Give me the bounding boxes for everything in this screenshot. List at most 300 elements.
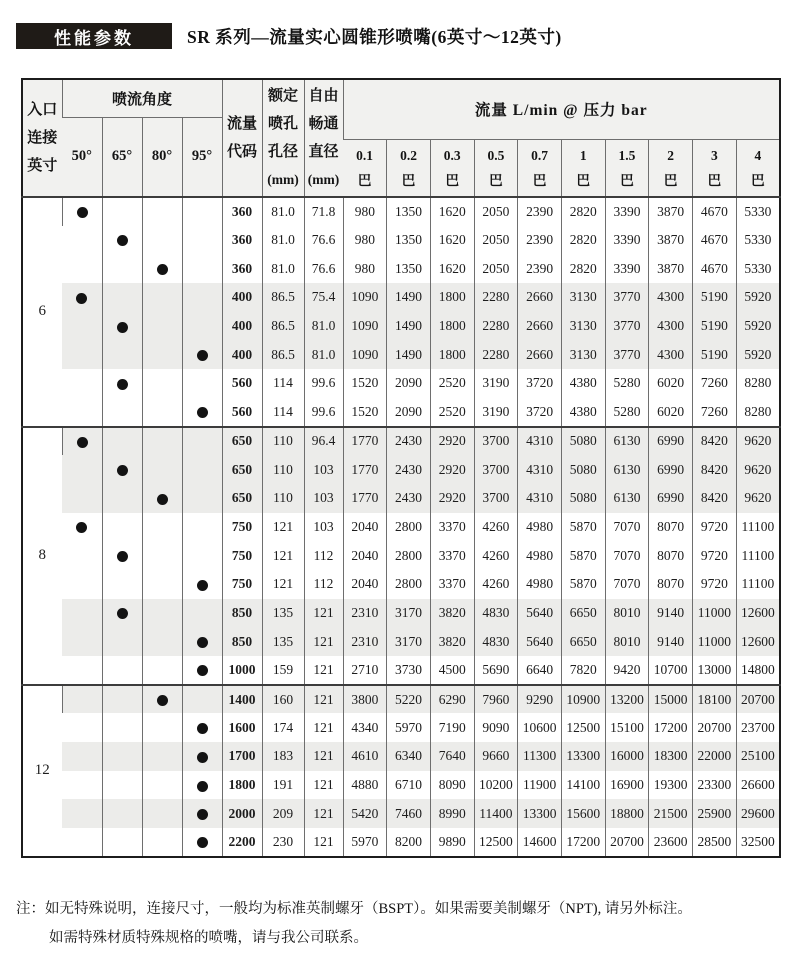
orifice-cell: 114 xyxy=(262,398,304,427)
angle-cell-80 xyxy=(142,312,182,341)
flow-value-cell: 1350 xyxy=(387,254,431,283)
table-header xyxy=(22,79,780,197)
flow-value-cell: 8280 xyxy=(736,398,780,427)
angle-cell-65 xyxy=(102,254,142,283)
flow-value-cell: 5190 xyxy=(693,340,737,369)
flow-value-cell: 2520 xyxy=(430,369,474,398)
flow-value-cell: 5870 xyxy=(561,541,605,570)
footnote-label: 注： xyxy=(16,901,45,917)
header-pressure-0.1: 0.1 巴 xyxy=(343,139,387,197)
flow-value-cell: 23700 xyxy=(736,713,780,742)
flow-value-cell: 11300 xyxy=(518,742,562,771)
flow-value-cell: 1090 xyxy=(343,312,387,341)
flow-value-cell: 4500 xyxy=(430,656,474,685)
flow-value-cell: 2040 xyxy=(343,570,387,599)
angle-dot xyxy=(197,580,208,591)
free-passage-cell: 81.0 xyxy=(304,340,343,369)
performance-table-container xyxy=(21,78,781,858)
flow-value-cell: 2310 xyxy=(343,599,387,628)
flow-value-cell: 2090 xyxy=(387,398,431,427)
flow-value-cell: 18800 xyxy=(605,799,649,828)
free-passage-cell: 103 xyxy=(304,513,343,542)
table-row xyxy=(22,312,780,341)
footnote-line1: 如无特殊说明，连接尺寸，一般均为标准英制螺牙（BSPT）。如果需要美制螺牙（NPT), 请另外标注。 xyxy=(45,901,692,917)
flow-value-cell: 15600 xyxy=(561,799,605,828)
flow-value-cell: 3390 xyxy=(605,254,649,283)
angle-cell-80 xyxy=(142,197,182,226)
flow-value-cell: 11000 xyxy=(693,599,737,628)
flow-value-cell: 15000 xyxy=(649,685,693,714)
angle-cell-80 xyxy=(142,627,182,656)
page-title: SR 系列—流量实心圆锥形喷嘴(6英寸～12英寸) xyxy=(187,26,562,47)
orifice-cell: 121 xyxy=(262,570,304,599)
angle-dot xyxy=(197,809,208,820)
flow-value-cell: 16000 xyxy=(605,742,649,771)
flow-value-cell: 3870 xyxy=(649,226,693,255)
flow-value-cell: 2520 xyxy=(430,398,474,427)
flow-value-cell: 11400 xyxy=(474,799,518,828)
flow-value-cell: 3820 xyxy=(430,627,474,656)
flow-value-cell: 2390 xyxy=(518,226,562,255)
flow-value-cell: 5190 xyxy=(693,312,737,341)
angle-cell-80 xyxy=(142,513,182,542)
flow-code-cell: 750 xyxy=(222,541,262,570)
flow-value-cell: 8010 xyxy=(605,599,649,628)
flow-value-cell: 2820 xyxy=(561,226,605,255)
flow-value-cell: 5920 xyxy=(736,312,780,341)
angle-cell-65 xyxy=(102,340,142,369)
flow-value-cell: 9720 xyxy=(693,570,737,599)
orifice-cell: 174 xyxy=(262,713,304,742)
orifice-cell: 110 xyxy=(262,427,304,456)
flow-value-cell: 5080 xyxy=(561,427,605,456)
page-header xyxy=(16,23,562,49)
header-angle-65: 65° xyxy=(102,117,142,197)
flow-value-cell: 5640 xyxy=(518,599,562,628)
angle-cell-50 xyxy=(62,226,102,255)
flow-value-cell: 3390 xyxy=(605,197,649,226)
flow-value-cell: 2050 xyxy=(474,254,518,283)
flow-code-cell: 750 xyxy=(222,570,262,599)
flow-value-cell: 6290 xyxy=(430,685,474,714)
flow-value-cell: 5330 xyxy=(736,254,780,283)
flow-code-cell: 360 xyxy=(222,226,262,255)
header-free-passage: 自由 畅通 直径 (mm) xyxy=(304,79,343,197)
orifice-cell: 110 xyxy=(262,455,304,484)
flow-value-cell: 7070 xyxy=(605,570,649,599)
table-row xyxy=(22,427,780,456)
flow-value-cell: 3720 xyxy=(518,369,562,398)
angle-cell-95 xyxy=(182,771,222,800)
flow-value-cell: 5920 xyxy=(736,340,780,369)
flow-value-cell: 6650 xyxy=(561,627,605,656)
angle-cell-65 xyxy=(102,627,142,656)
flow-code-cell: 1700 xyxy=(222,742,262,771)
flow-value-cell: 8010 xyxy=(605,627,649,656)
flow-value-cell: 3770 xyxy=(605,283,649,312)
angle-cell-95 xyxy=(182,398,222,427)
angle-cell-50 xyxy=(62,799,102,828)
flow-value-cell: 5190 xyxy=(693,283,737,312)
angle-cell-95 xyxy=(182,570,222,599)
inlet-size-cell: 6 xyxy=(22,197,62,427)
flow-value-cell: 5970 xyxy=(387,713,431,742)
header-pressure-0.5: 0.5 巴 xyxy=(474,139,518,197)
flow-value-cell: 10700 xyxy=(649,656,693,685)
table-row xyxy=(22,685,780,714)
flow-value-cell: 5970 xyxy=(343,828,387,857)
angle-cell-95 xyxy=(182,799,222,828)
flow-value-cell: 22000 xyxy=(693,742,737,771)
flow-value-cell: 12500 xyxy=(474,828,518,857)
angle-cell-65 xyxy=(102,599,142,628)
flow-value-cell: 2800 xyxy=(387,570,431,599)
flow-value-cell: 12500 xyxy=(561,713,605,742)
angle-cell-50 xyxy=(62,599,102,628)
flow-value-cell: 980 xyxy=(343,254,387,283)
angle-cell-95 xyxy=(182,340,222,369)
flow-value-cell: 5280 xyxy=(605,369,649,398)
flow-value-cell: 3820 xyxy=(430,599,474,628)
flow-value-cell: 4260 xyxy=(474,570,518,599)
section-inlet-12 xyxy=(22,685,780,857)
free-passage-cell: 76.6 xyxy=(304,226,343,255)
flow-value-cell: 4980 xyxy=(518,513,562,542)
angle-cell-80 xyxy=(142,656,182,685)
flow-value-cell: 1770 xyxy=(343,455,387,484)
flow-value-cell: 2920 xyxy=(430,484,474,513)
table-row xyxy=(22,484,780,513)
flow-value-cell: 6990 xyxy=(649,455,693,484)
flow-value-cell: 5280 xyxy=(605,398,649,427)
flow-value-cell: 2390 xyxy=(518,254,562,283)
angle-cell-65 xyxy=(102,685,142,714)
angle-cell-65 xyxy=(102,541,142,570)
flow-value-cell: 2050 xyxy=(474,226,518,255)
flow-value-cell: 5330 xyxy=(736,226,780,255)
flow-value-cell: 3130 xyxy=(561,283,605,312)
flow-code-cell: 2000 xyxy=(222,799,262,828)
angle-dot xyxy=(197,781,208,792)
header-pressure-0.3: 0.3 巴 xyxy=(430,139,474,197)
flow-value-cell: 9720 xyxy=(693,541,737,570)
header-pressure-3: 3 巴 xyxy=(693,139,737,197)
flow-value-cell: 2800 xyxy=(387,513,431,542)
angle-dot xyxy=(77,207,88,218)
orifice-cell: 86.5 xyxy=(262,283,304,312)
flow-value-cell: 11000 xyxy=(693,627,737,656)
header-rated-orifice: 额定 喷孔 孔径 (mm) xyxy=(262,79,304,197)
flow-value-cell: 8420 xyxy=(693,427,737,456)
table-row xyxy=(22,742,780,771)
flow-value-cell: 1620 xyxy=(430,226,474,255)
flow-value-cell: 29600 xyxy=(736,799,780,828)
flow-value-cell: 4980 xyxy=(518,541,562,570)
flow-value-cell: 10200 xyxy=(474,771,518,800)
flow-value-cell: 4310 xyxy=(518,455,562,484)
flow-code-cell: 560 xyxy=(222,369,262,398)
header-angle-95: 95° xyxy=(182,117,222,197)
flow-value-cell: 8070 xyxy=(649,541,693,570)
flow-value-cell: 4340 xyxy=(343,713,387,742)
angle-cell-50 xyxy=(62,484,102,513)
flow-value-cell: 7190 xyxy=(430,713,474,742)
flow-value-cell: 2280 xyxy=(474,340,518,369)
angle-cell-50 xyxy=(62,771,102,800)
flow-value-cell: 20700 xyxy=(605,828,649,857)
header-angle-50: 50° xyxy=(62,117,102,197)
flow-value-cell: 10900 xyxy=(561,685,605,714)
flow-value-cell: 1770 xyxy=(343,484,387,513)
orifice-cell: 183 xyxy=(262,742,304,771)
flow-value-cell: 1490 xyxy=(387,340,431,369)
free-passage-cell: 121 xyxy=(304,685,343,714)
orifice-cell: 81.0 xyxy=(262,197,304,226)
flow-value-cell: 2800 xyxy=(387,541,431,570)
free-passage-cell: 81.0 xyxy=(304,312,343,341)
flow-value-cell: 1620 xyxy=(430,254,474,283)
header-flow-group: 流量 L/min @ 压力 bar xyxy=(343,79,780,139)
flow-value-cell: 23600 xyxy=(649,828,693,857)
angle-cell-95 xyxy=(182,369,222,398)
flow-code-cell: 560 xyxy=(222,398,262,427)
flow-value-cell: 11100 xyxy=(736,541,780,570)
angle-dot xyxy=(117,322,128,333)
angle-cell-50 xyxy=(62,369,102,398)
flow-value-cell: 7640 xyxy=(430,742,474,771)
flow-value-cell: 2920 xyxy=(430,427,474,456)
flow-code-cell: 400 xyxy=(222,312,262,341)
angle-cell-95 xyxy=(182,541,222,570)
flow-value-cell: 4670 xyxy=(693,197,737,226)
flow-value-cell: 2660 xyxy=(518,283,562,312)
angle-cell-80 xyxy=(142,771,182,800)
free-passage-cell: 71.8 xyxy=(304,197,343,226)
table-row xyxy=(22,197,780,226)
table-row xyxy=(22,771,780,800)
flow-code-cell: 1600 xyxy=(222,713,262,742)
header-pressure-1.5: 1.5 巴 xyxy=(605,139,649,197)
flow-value-cell: 4380 xyxy=(561,398,605,427)
angle-dot xyxy=(117,235,128,246)
flow-value-cell: 1800 xyxy=(430,340,474,369)
flow-value-cell: 1090 xyxy=(343,340,387,369)
flow-value-cell: 8070 xyxy=(649,513,693,542)
angle-cell-95 xyxy=(182,455,222,484)
angle-cell-50 xyxy=(62,656,102,685)
flow-value-cell: 6020 xyxy=(649,369,693,398)
flow-code-cell: 1000 xyxy=(222,656,262,685)
flow-value-cell: 3730 xyxy=(387,656,431,685)
flow-value-cell: 3390 xyxy=(605,226,649,255)
table-row xyxy=(22,455,780,484)
angle-dot xyxy=(197,407,208,418)
orifice-cell: 230 xyxy=(262,828,304,857)
flow-value-cell: 2090 xyxy=(387,369,431,398)
free-passage-cell: 103 xyxy=(304,484,343,513)
flow-value-cell: 15100 xyxy=(605,713,649,742)
angle-cell-50 xyxy=(62,541,102,570)
angle-cell-65 xyxy=(102,283,142,312)
flow-value-cell: 25900 xyxy=(693,799,737,828)
orifice-cell: 191 xyxy=(262,771,304,800)
flow-code-cell: 850 xyxy=(222,599,262,628)
flow-value-cell: 3130 xyxy=(561,312,605,341)
header-inlet-connection: 入口 连接 英寸 xyxy=(22,79,62,197)
flow-value-cell: 3870 xyxy=(649,254,693,283)
flow-value-cell: 4880 xyxy=(343,771,387,800)
flow-value-cell: 980 xyxy=(343,197,387,226)
free-passage-cell: 121 xyxy=(304,599,343,628)
flow-value-cell: 8280 xyxy=(736,369,780,398)
table-row xyxy=(22,513,780,542)
orifice-cell: 86.5 xyxy=(262,340,304,369)
flow-value-cell: 2050 xyxy=(474,197,518,226)
flow-value-cell: 6130 xyxy=(605,455,649,484)
table-row xyxy=(22,340,780,369)
flow-value-cell: 2390 xyxy=(518,197,562,226)
flow-value-cell: 4610 xyxy=(343,742,387,771)
angle-cell-50 xyxy=(62,283,102,312)
flow-value-cell: 2430 xyxy=(387,455,431,484)
angle-cell-80 xyxy=(142,398,182,427)
table-row xyxy=(22,799,780,828)
header-flow-code: 流量 代码 xyxy=(222,79,262,197)
free-passage-cell: 121 xyxy=(304,713,343,742)
flow-value-cell: 3770 xyxy=(605,312,649,341)
orifice-cell: 81.0 xyxy=(262,254,304,283)
flow-value-cell: 6130 xyxy=(605,427,649,456)
flow-code-cell: 1800 xyxy=(222,771,262,800)
flow-value-cell: 2820 xyxy=(561,254,605,283)
flow-value-cell: 3720 xyxy=(518,398,562,427)
flow-value-cell: 2040 xyxy=(343,541,387,570)
flow-value-cell: 26600 xyxy=(736,771,780,800)
free-passage-cell: 99.6 xyxy=(304,398,343,427)
flow-value-cell: 2280 xyxy=(474,283,518,312)
table-row xyxy=(22,226,780,255)
flow-value-cell: 5920 xyxy=(736,283,780,312)
flow-value-cell: 1620 xyxy=(430,197,474,226)
flow-value-cell: 6020 xyxy=(649,398,693,427)
angle-cell-65 xyxy=(102,312,142,341)
flow-value-cell: 3170 xyxy=(387,627,431,656)
flow-value-cell: 9620 xyxy=(736,455,780,484)
footnote xyxy=(16,896,788,951)
angle-cell-50 xyxy=(62,197,102,226)
inlet-size-cell: 8 xyxy=(22,427,62,685)
angle-cell-50 xyxy=(62,742,102,771)
table-row xyxy=(22,570,780,599)
orifice-cell: 135 xyxy=(262,599,304,628)
angle-cell-80 xyxy=(142,541,182,570)
flow-value-cell: 6650 xyxy=(561,599,605,628)
table-row xyxy=(22,627,780,656)
flow-code-cell: 850 xyxy=(222,627,262,656)
angle-cell-80 xyxy=(142,427,182,456)
angle-cell-50 xyxy=(62,513,102,542)
flow-value-cell: 5220 xyxy=(387,685,431,714)
angle-cell-80 xyxy=(142,570,182,599)
angle-cell-95 xyxy=(182,828,222,857)
orifice-cell: 81.0 xyxy=(262,226,304,255)
angle-cell-50 xyxy=(62,312,102,341)
flow-value-cell: 8420 xyxy=(693,484,737,513)
flow-value-cell: 2820 xyxy=(561,197,605,226)
angle-dot xyxy=(117,551,128,562)
flow-value-cell: 9890 xyxy=(430,828,474,857)
header-pressure-1: 1 巴 xyxy=(561,139,605,197)
flow-value-cell: 5870 xyxy=(561,513,605,542)
orifice-cell: 160 xyxy=(262,685,304,714)
angle-cell-80 xyxy=(142,455,182,484)
flow-value-cell: 28500 xyxy=(693,828,737,857)
flow-value-cell: 7260 xyxy=(693,369,737,398)
flow-value-cell: 1800 xyxy=(430,283,474,312)
flow-value-cell: 5690 xyxy=(474,656,518,685)
flow-value-cell: 12600 xyxy=(736,627,780,656)
flow-value-cell: 4260 xyxy=(474,541,518,570)
orifice-cell: 159 xyxy=(262,656,304,685)
angle-cell-95 xyxy=(182,197,222,226)
performance-table xyxy=(21,78,781,858)
flow-code-cell: 650 xyxy=(222,427,262,456)
section-inlet-8 xyxy=(22,427,780,685)
flow-value-cell: 23300 xyxy=(693,771,737,800)
flow-value-cell: 4670 xyxy=(693,226,737,255)
flow-value-cell: 17200 xyxy=(649,713,693,742)
flow-value-cell: 1770 xyxy=(343,427,387,456)
table-row xyxy=(22,254,780,283)
table-row xyxy=(22,656,780,685)
flow-value-cell: 14800 xyxy=(736,656,780,685)
angle-cell-80 xyxy=(142,283,182,312)
flow-value-cell: 6990 xyxy=(649,484,693,513)
orifice-cell: 110 xyxy=(262,484,304,513)
flow-value-cell: 1350 xyxy=(387,197,431,226)
flow-code-cell: 650 xyxy=(222,484,262,513)
angle-cell-80 xyxy=(142,254,182,283)
free-passage-cell: 121 xyxy=(304,627,343,656)
flow-value-cell: 3700 xyxy=(474,455,518,484)
flow-value-cell: 2310 xyxy=(343,627,387,656)
flow-value-cell: 3190 xyxy=(474,398,518,427)
angle-cell-95 xyxy=(182,656,222,685)
angle-dot xyxy=(77,437,88,448)
flow-value-cell: 3170 xyxy=(387,599,431,628)
angle-cell-80 xyxy=(142,484,182,513)
table-row xyxy=(22,283,780,312)
footnote-line2: 如需特殊材质特殊规格的喷嘴，请与我公司联系。 xyxy=(49,930,368,946)
flow-value-cell: 7070 xyxy=(605,541,649,570)
angle-cell-65 xyxy=(102,197,142,226)
flow-value-cell: 4380 xyxy=(561,369,605,398)
table-row xyxy=(22,828,780,857)
angle-cell-95 xyxy=(182,627,222,656)
angle-cell-65 xyxy=(102,455,142,484)
free-passage-cell: 75.4 xyxy=(304,283,343,312)
flow-value-cell: 5420 xyxy=(343,799,387,828)
flow-value-cell: 18300 xyxy=(649,742,693,771)
angle-cell-95 xyxy=(182,742,222,771)
flow-value-cell: 6130 xyxy=(605,484,649,513)
flow-value-cell: 7960 xyxy=(474,685,518,714)
flow-value-cell: 9620 xyxy=(736,427,780,456)
flow-value-cell: 3370 xyxy=(430,570,474,599)
free-passage-cell: 121 xyxy=(304,771,343,800)
flow-value-cell: 2280 xyxy=(474,312,518,341)
orifice-cell: 121 xyxy=(262,541,304,570)
